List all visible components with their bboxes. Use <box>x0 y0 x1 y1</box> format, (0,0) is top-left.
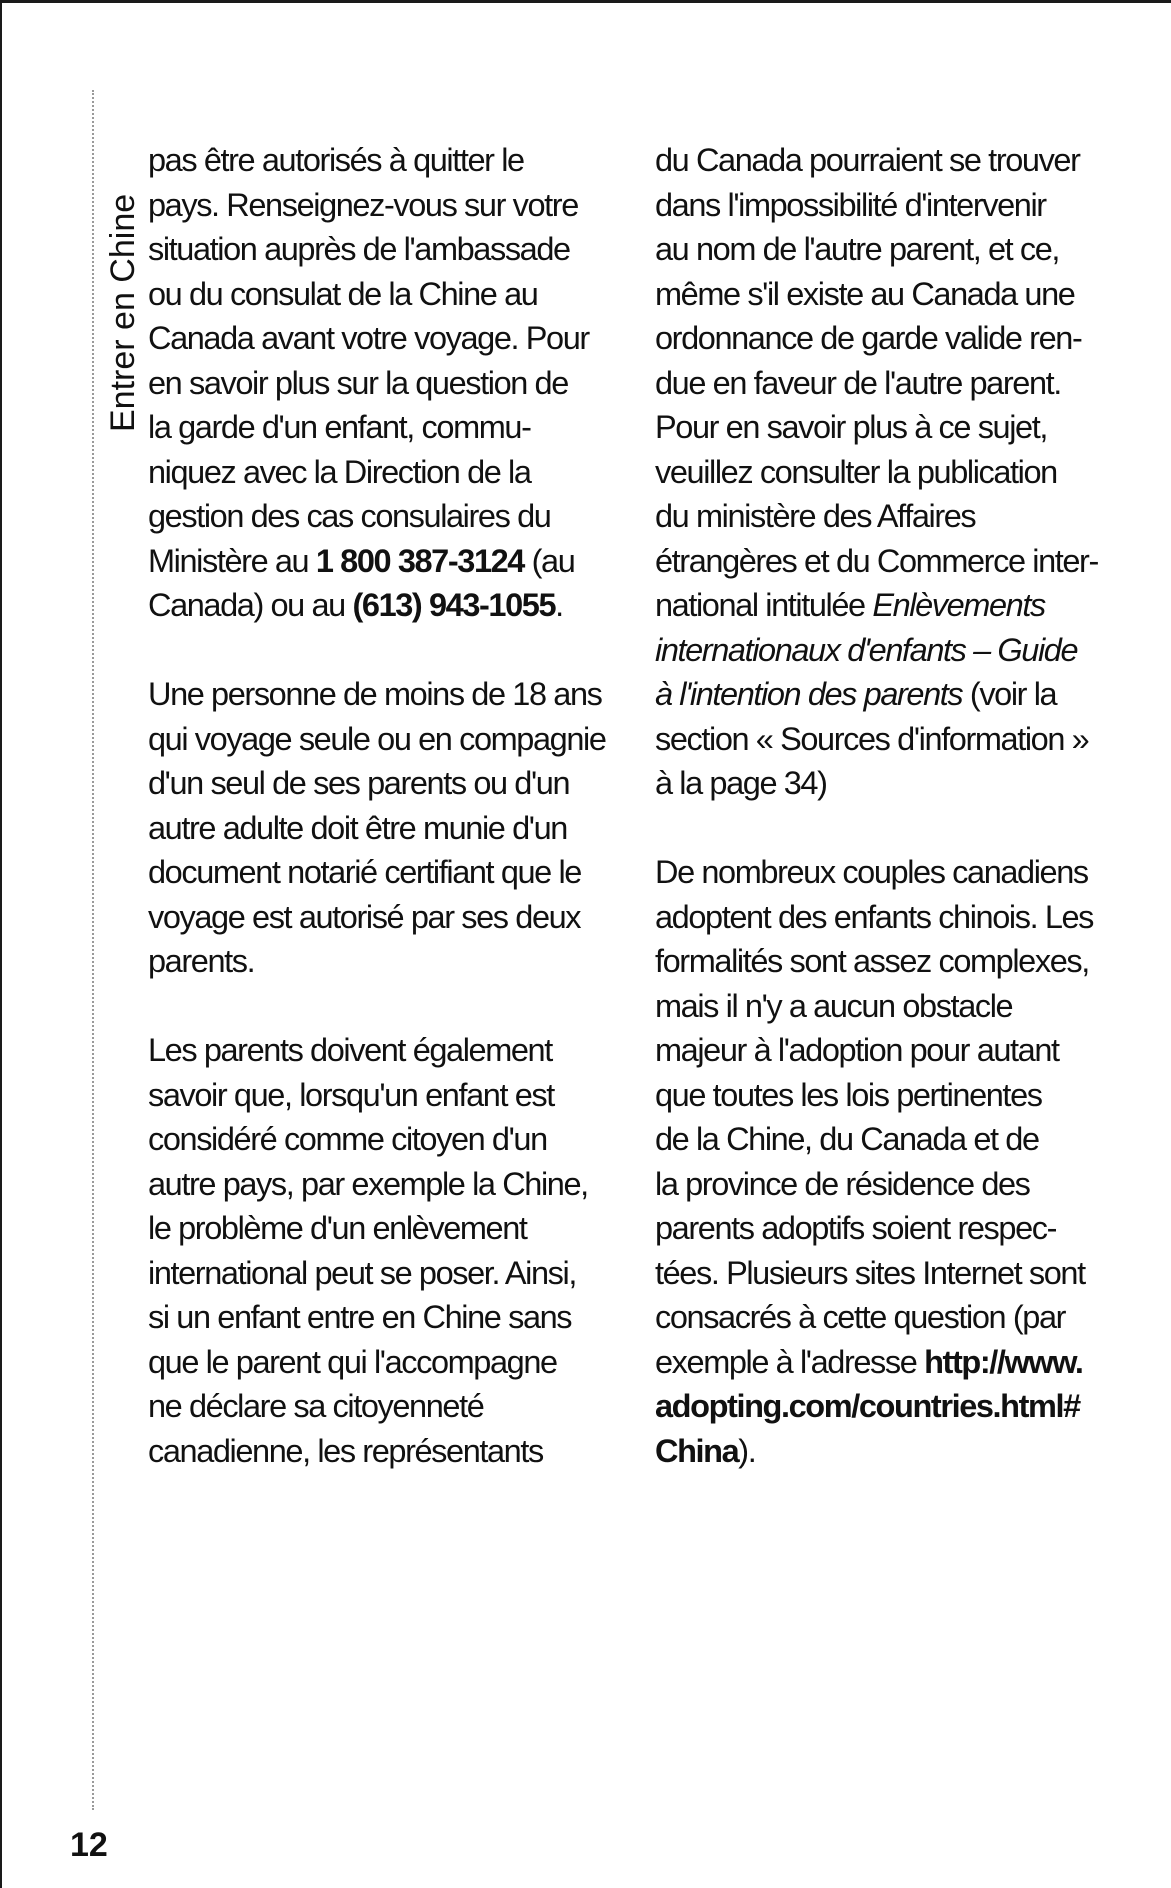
text-line <box>655 1429 1095 1474</box>
text-line: que toutes les lois pertinentes <box>655 1076 1042 1113</box>
paragraph-gap <box>148 628 598 673</box>
page-number: 12 <box>70 1826 108 1864</box>
text-line: à la page 34) <box>655 765 827 801</box>
text-line: canadienne, les représentants <box>148 1432 543 1469</box>
text-line <box>655 1340 1095 1385</box>
paragraph-adoption <box>655 850 1095 1473</box>
text-line <box>148 583 598 628</box>
toll-free-phone-number: 1 800 387-3124 <box>315 542 524 579</box>
text-line: que le parent qui l'accompagne <box>148 1343 557 1380</box>
text-line: veuillez consulter la publication <box>655 453 1057 490</box>
paragraph-gap <box>655 806 1095 851</box>
text-line: document notarié certifiant que le <box>148 854 581 890</box>
text-line: gestion des cas consulaires du <box>148 498 551 534</box>
text-line: majeur à l'adoption pour autant <box>655 1032 1059 1068</box>
local-phone-number: (613) 943-1055 <box>352 587 556 623</box>
text-line: ne déclare sa citoyenneté <box>148 1388 484 1424</box>
text-line: Pour en savoir plus à ce sujet, <box>655 409 1047 445</box>
text-line: international peut se poser. Ainsi, <box>148 1254 576 1291</box>
text-line: d'un seul de ses parents ou d'un <box>148 765 570 801</box>
text-line: étrangères et du Commerce inter- <box>655 542 1098 579</box>
text-line: même s'il existe au Canada une <box>655 275 1075 312</box>
text-line: si un enfant entre en Chine sans <box>148 1299 572 1335</box>
text-line: qui voyage seule ou en compagnie <box>148 720 606 757</box>
text-line <box>148 539 598 584</box>
text-line: parents adoptifs soient respec- <box>655 1210 1057 1246</box>
text-line: ordonnance de garde valide ren- <box>655 320 1082 356</box>
text-line: autre adulte doit être munie d'un <box>148 809 567 846</box>
text-fragment: (voir la <box>962 676 1057 712</box>
text-line: formalités sont assez complexes, <box>655 943 1089 979</box>
text-line: parents. <box>148 943 255 979</box>
text-fragment: (au <box>523 542 575 579</box>
publication-title: à l'intention des parents <box>655 676 963 712</box>
text-line: savoir que, lorsqu'un enfant est <box>148 1076 554 1113</box>
text-line <box>655 672 1095 717</box>
text-line: Une personne de moins de 18 ans <box>148 676 602 712</box>
section-title-vertical: Entrer en Chine <box>104 193 142 432</box>
text-line: ou du consulat de la Chine au <box>148 275 538 312</box>
paragraph-minor-travel <box>148 672 606 984</box>
text-line: au nom de l'autre parent, et ce, <box>655 231 1060 267</box>
text-line: la garde d'un enfant, commu- <box>148 409 531 445</box>
text-fragment: . <box>555 587 563 623</box>
text-line: tées. Plusieurs sites Internet sont <box>655 1254 1085 1291</box>
text-line: mais il n'y a aucun obstacle <box>655 987 1013 1024</box>
text-fragment: ). <box>738 1432 756 1469</box>
text-line: consacrés à cette question (par <box>655 1299 1066 1335</box>
paragraph-gap <box>148 984 598 1029</box>
text-fragment: Canada) ou au <box>148 587 353 623</box>
text-line: section « Sources d'information » <box>655 720 1089 757</box>
publication-title: internationaux d'enfants – Guide <box>655 631 1078 668</box>
text-line: niquez avec la Direction de la <box>148 453 531 490</box>
right-column <box>655 138 1098 1473</box>
adoption-url-link[interactable]: adopting.com/countries.html# <box>655 1388 1080 1424</box>
paragraph-custody-info <box>148 138 598 628</box>
text-line: Canada avant votre voyage. Pour <box>148 320 589 356</box>
text-fragment: Ministère au <box>148 542 316 579</box>
text-line: la province de résidence des <box>655 1165 1030 1202</box>
text-line: due en faveur de l'autre parent. <box>655 364 1061 401</box>
text-fragment: national intitulée <box>655 587 873 623</box>
paragraph-abduction-guide <box>655 138 1098 806</box>
text-line: pas être autorisés à quitter le <box>148 142 524 178</box>
text-line: de la Chine, du Canada et de <box>655 1121 1039 1157</box>
text-line: De nombreux couples canadiens <box>655 854 1088 890</box>
text-line <box>655 583 1095 628</box>
text-line: pays. Renseignez-vous sur votre <box>148 186 578 223</box>
text-line: du Canada pourraient se trouver <box>655 142 1080 178</box>
text-line: Les parents doivent également <box>148 1032 552 1068</box>
text-line: en savoir plus sur la question de <box>148 364 568 401</box>
text-line: situation auprès de l'ambassade <box>148 231 570 267</box>
text-line: dans l'impossibilité d'intervenir <box>655 186 1046 223</box>
paragraph-dual-citizenship <box>148 1028 598 1473</box>
adoption-url-link[interactable]: China <box>655 1432 739 1469</box>
text-line: adoptent des enfants chinois. Les <box>655 898 1094 935</box>
adoption-url-link[interactable]: http://www. <box>924 1343 1083 1380</box>
left-column <box>148 138 606 1473</box>
sidebar-dotted-rule <box>92 90 94 1810</box>
text-fragment: exemple à l'adresse <box>655 1343 925 1380</box>
top-border-line <box>0 0 1171 3</box>
text-line: considéré comme citoyen d'un <box>148 1121 547 1157</box>
text-line: du ministère des Affaires <box>655 498 976 534</box>
text-line: voyage est autorisé par ses deux <box>148 898 581 935</box>
publication-title: Enlèvements <box>872 587 1045 623</box>
text-line: le problème d'un enlèvement <box>148 1210 527 1246</box>
text-line: autre pays, par exemple la Chine, <box>148 1165 588 1202</box>
left-border-line <box>0 0 2 1888</box>
